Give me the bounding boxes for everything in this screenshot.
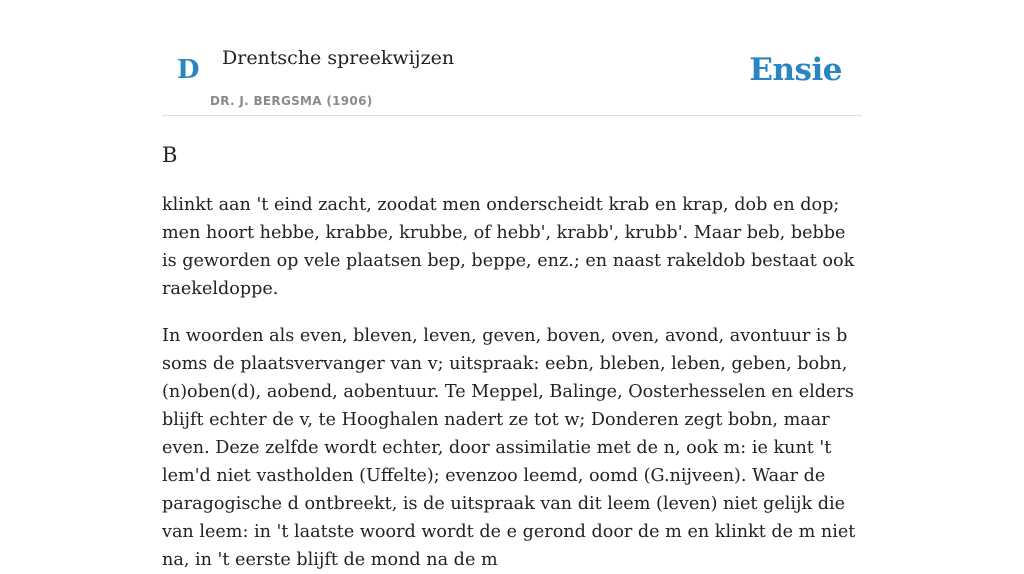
paragraph: klinkt aan 't eind zacht, zoodat men onderscheidt krab en krap, dob en dop; men hoort hebbe, krabbe, krubbe, of hebb', krabb', krubb'. Maar beb, bebbe is geworden op vele plaatsen bep, beppe, enz.; en naast rakeldob bestaat ook raekeldoppe. <box>162 195 855 299</box>
document-logo-letter[interactable]: D <box>177 55 200 85</box>
paragraph: In woorden als even, bleven, leven, geven, boven, oven, avond, avontuur is b soms de plaatsvervanger van v; uitspraak: eebn, bleben, leben, geben, bobn, (n)oben(d), aobend, aobentuur. Te Meppel, Balinge, Oosterhesselen en elders blijft echter de v, te Hooghalen nadert ze tot w; Donderen zegt bobn, maar even. Deze zelfde wordt echter, door assimilatie met de n, ook m: ie kunt 't lem'd niet vastholden (Uffelte); evenzoo leemd, oomd (G.nijveen). Waar de paragogische d ontbreekt, is de uitspraak van dit leem (leven) niet gelijk die van leem: in 't laatste woord wordt de e gerond door de m en klinkt de m niet na, in 't eerste blijft de mond na de m <box>162 326 856 570</box>
document-page <box>162 0 862 570</box>
brand-logo[interactable]: Ensie <box>749 52 842 88</box>
document-title[interactable]: Drentsche spreekwijzen <box>222 47 455 69</box>
document-header <box>162 0 862 116</box>
document-author: DR. J. BERGSMA (1906) <box>210 94 373 108</box>
section-heading: B <box>162 143 178 167</box>
article-content <box>162 115 862 574</box>
